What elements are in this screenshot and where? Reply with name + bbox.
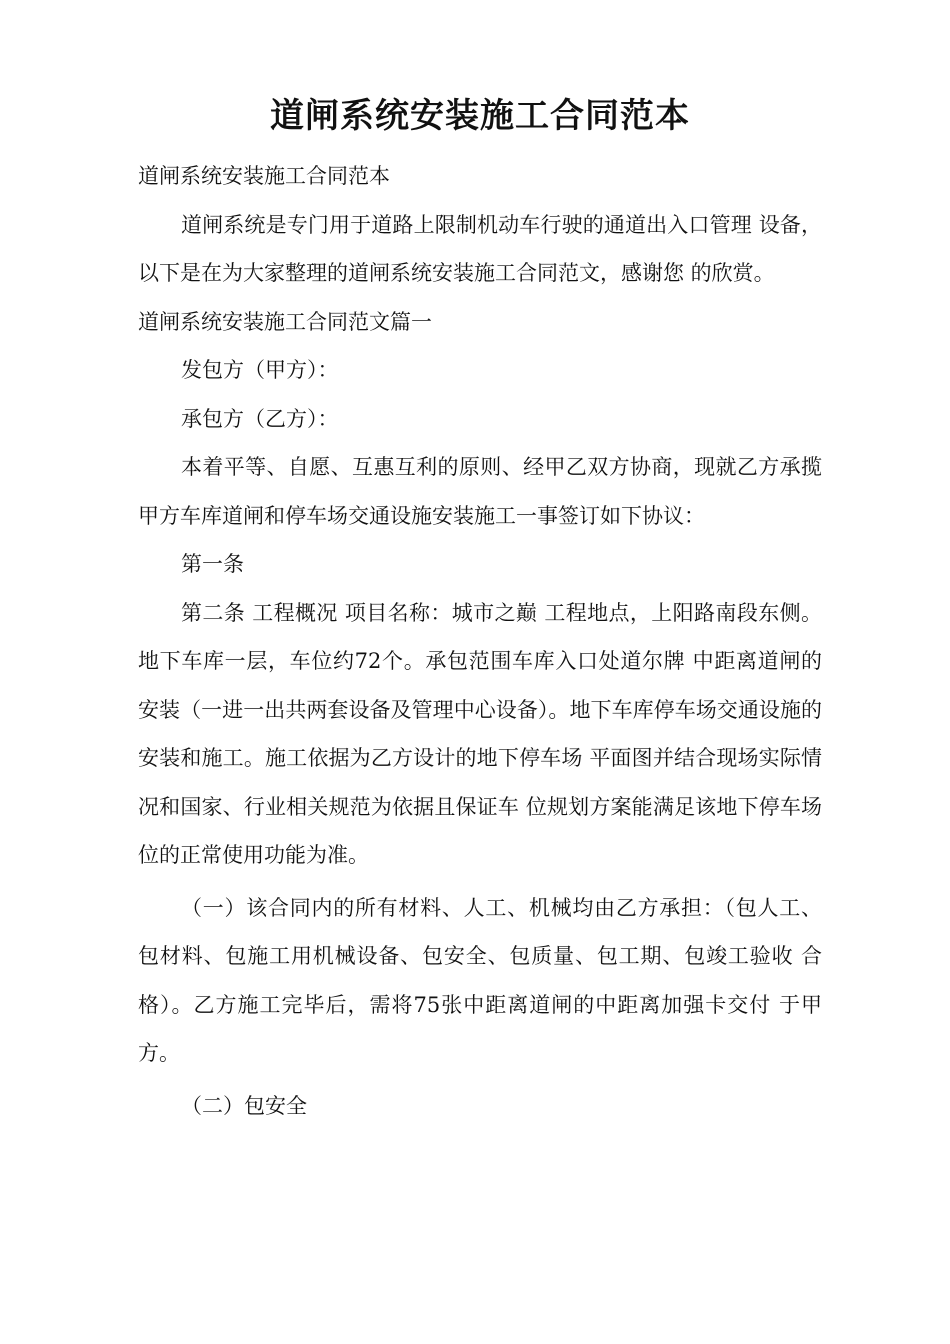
document-title: 道闸系统安装施工合同范本 bbox=[270, 96, 690, 136]
article-heading: 第一条 bbox=[181, 552, 244, 576]
paragraph: 第二条 工程概况 项目名称：城市之巅 工程地点，上阳路南段东侧。地下车库一层，车位约72个。承包范围车库入口处道尔牌 中距离道闸的安装（一进一出共两套设备及管理中心设备）。地下车库停车场交通设施的安装和施工。施工依据为乙方设计的地下停车场 平面图并结合现场实际情况和国家、行业相关规范为依据且保证车 位规划方案能满足该地下停车场位的正常使用功能为准。 bbox=[138, 600, 822, 867]
document-body bbox=[138, 152, 822, 1130]
section-heading: 道闸系统安装施工合同范文篇一 bbox=[138, 309, 432, 334]
paragraph: 道闸系统安装施工合同范本 bbox=[138, 164, 390, 188]
paragraph: 道闸系统是专门用于道路上限制机动车行驶的通道出入口管理 设备，以下是在为大家整理的道闸系统安装施工合同范文，感谢您 的欣赏。 bbox=[138, 212, 822, 285]
paragraph: 承包方（乙方）： bbox=[181, 406, 339, 431]
paragraph: 本着平等、自愿、互惠互利的原则、经甲乙双方协商，现就乙方承揽甲方车库道闸和停车场交通设施安装施工一事签订如下协议： bbox=[138, 455, 822, 528]
paragraph: 发包方（甲方）： bbox=[181, 358, 339, 382]
paragraph: （一）该合同内的所有材料、人工、机械均由乙方承担：（包人工、 包材料、包施工用机械设备、包安全、包质量、包工期、包竣工验收 合格）。乙方施工完毕后，需将75张中距离道闸的中距离加强卡交付 于甲方。 bbox=[138, 895, 822, 1065]
paragraph: （二）包安全 bbox=[181, 1093, 307, 1118]
